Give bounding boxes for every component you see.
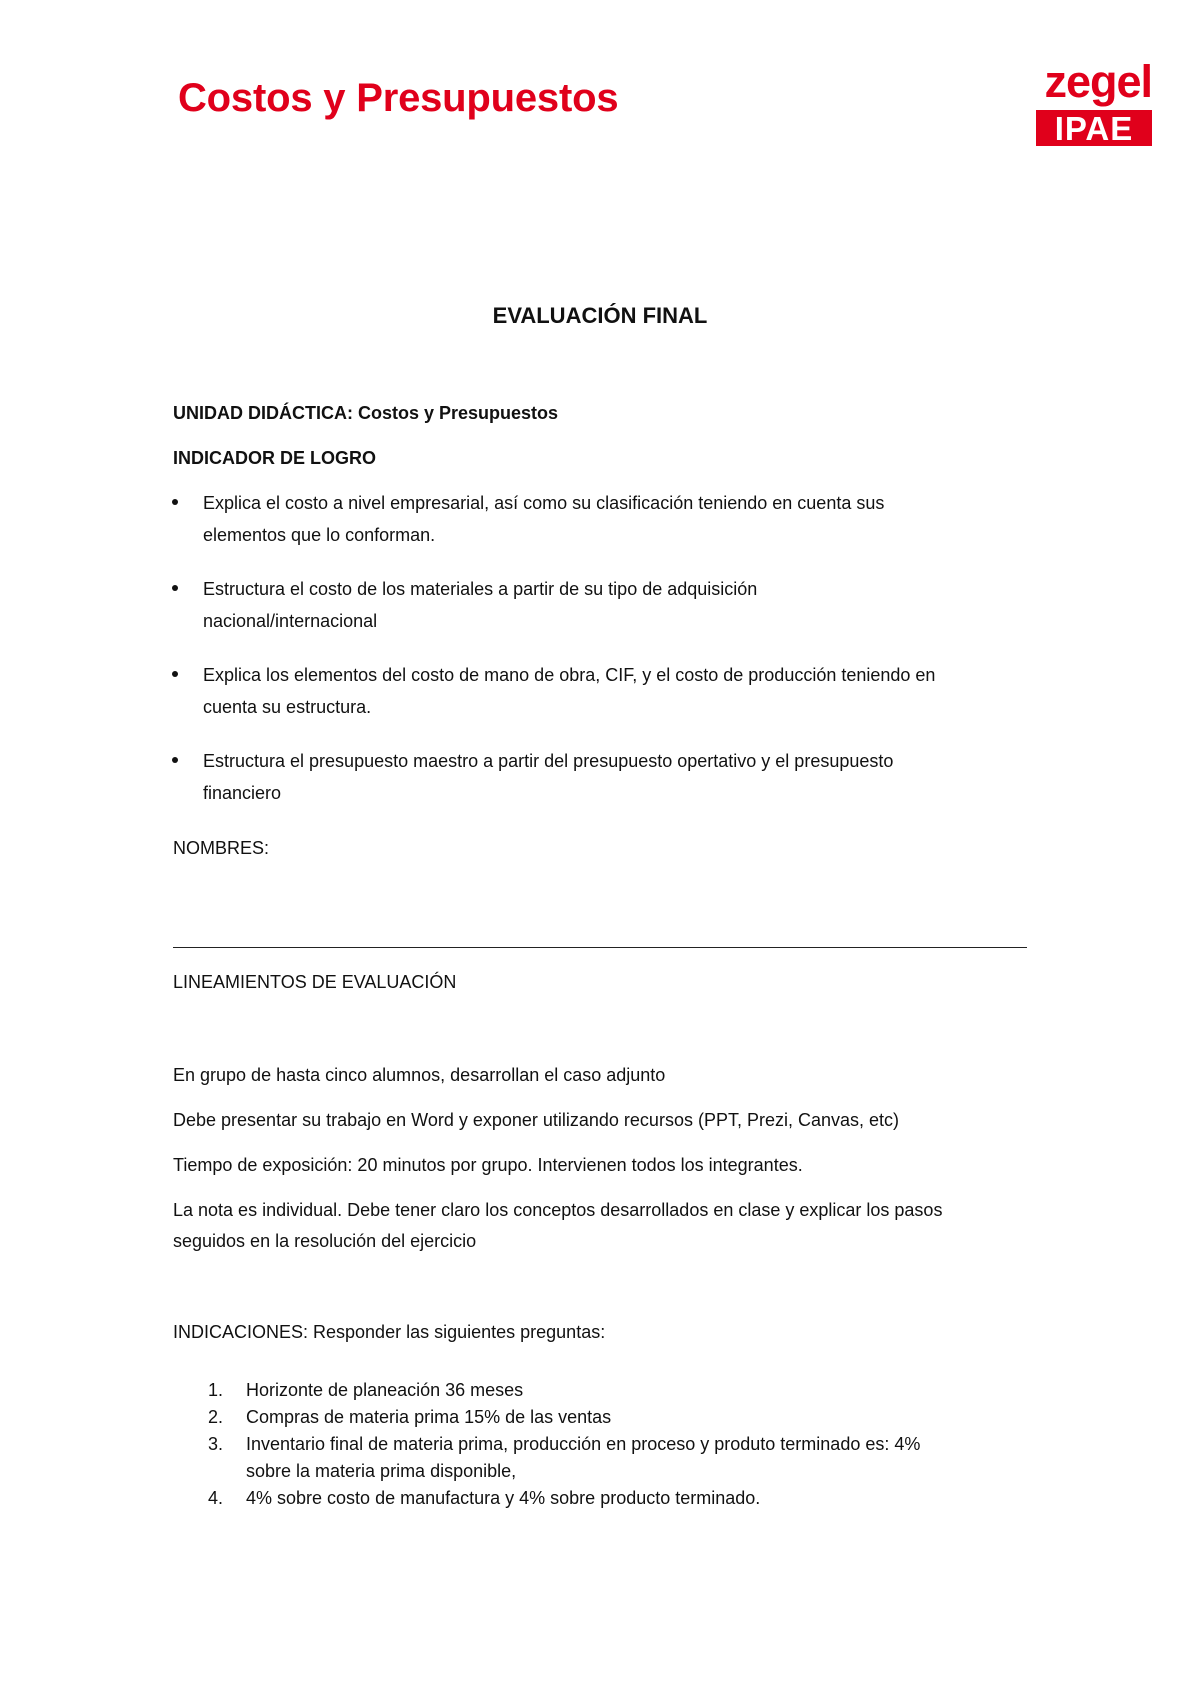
names-label: NOMBRES: bbox=[173, 838, 270, 858]
question-line: Compras de materia prima 15% de las ventas bbox=[246, 1407, 612, 1427]
indicator-heading: INDICADOR DE LOGRO bbox=[173, 448, 377, 468]
question-line: Horizonte de planeación 36 meses bbox=[246, 1380, 524, 1400]
guideline-line: Debe presentar su trabajo en Word y exponer utilizando recursos (PPT, Prezi, Canvas, etc) bbox=[173, 1110, 900, 1130]
bullet-icon bbox=[172, 499, 178, 505]
logo-badge: IPAE bbox=[1036, 110, 1152, 146]
indicator-line: Explica el costo a nivel empresarial, así como su clasificación teniendo en cuenta sus bbox=[203, 493, 885, 513]
document-title: Costos y Presupuestos bbox=[178, 76, 619, 120]
unit-line bbox=[173, 401, 558, 425]
unit-label: UNIDAD DIDÁCTICA: bbox=[173, 403, 353, 423]
question-number: 4. bbox=[207, 1488, 223, 1508]
guideline-line: seguidos en la resolución del ejercicio bbox=[173, 1231, 477, 1251]
unit-value: Costos y Presupuestos bbox=[358, 403, 559, 423]
indicator-line: nacional/internacional bbox=[203, 611, 378, 631]
question-number: 1. bbox=[207, 1380, 223, 1400]
indicator-line: cuenta su estructura. bbox=[203, 697, 372, 717]
logo-wordmark: zegel bbox=[1044, 56, 1152, 107]
indicator-line: Estructura el costo de los materiales a partir de su tipo de adquisición bbox=[203, 579, 758, 599]
question-line: sobre la materia prima disponible, bbox=[246, 1461, 517, 1481]
guideline-line: Tiempo de exposición: 20 minutos por grupo. Intervienen todos los integrantes. bbox=[173, 1155, 803, 1175]
question-line: 4% sobre costo de manufactura y 4% sobre producto terminado. bbox=[246, 1488, 761, 1508]
question-line: Inventario final de materia prima, producción en proceso y produto terminado es: 4% bbox=[246, 1434, 921, 1454]
evaluation-title: EVALUACIÓN FINAL bbox=[492, 303, 708, 328]
indicator-line: financiero bbox=[203, 783, 282, 803]
indicator-line: Explica los elementos del costo de mano de obra, CIF, y el costo de producción teniendo en bbox=[203, 665, 936, 685]
instructions-heading: INDICACIONES: Responder las siguientes preguntas: bbox=[173, 1322, 606, 1342]
bullet-icon bbox=[172, 585, 178, 591]
bullet-icon bbox=[172, 757, 178, 763]
question-number: 3. bbox=[207, 1434, 223, 1454]
indicator-line: elementos que lo conforman. bbox=[203, 525, 436, 545]
bullet-icon bbox=[172, 671, 178, 677]
guideline-line: La nota es individual. Debe tener claro los conceptos desarrollados en clase y explicar los pasos bbox=[173, 1200, 943, 1220]
zegel-ipae-logo bbox=[1034, 56, 1152, 147]
guidelines-heading: LINEAMIENTOS DE EVALUACIÓN bbox=[173, 972, 457, 992]
question-number: 2. bbox=[207, 1407, 223, 1427]
indicator-line: Estructura el presupuesto maestro a partir del presupuesto opertativo y el presupuesto bbox=[203, 751, 894, 771]
names-underline bbox=[173, 947, 1027, 948]
guideline-line: En grupo de hasta cinco alumnos, desarrollan el caso adjunto bbox=[173, 1065, 666, 1085]
